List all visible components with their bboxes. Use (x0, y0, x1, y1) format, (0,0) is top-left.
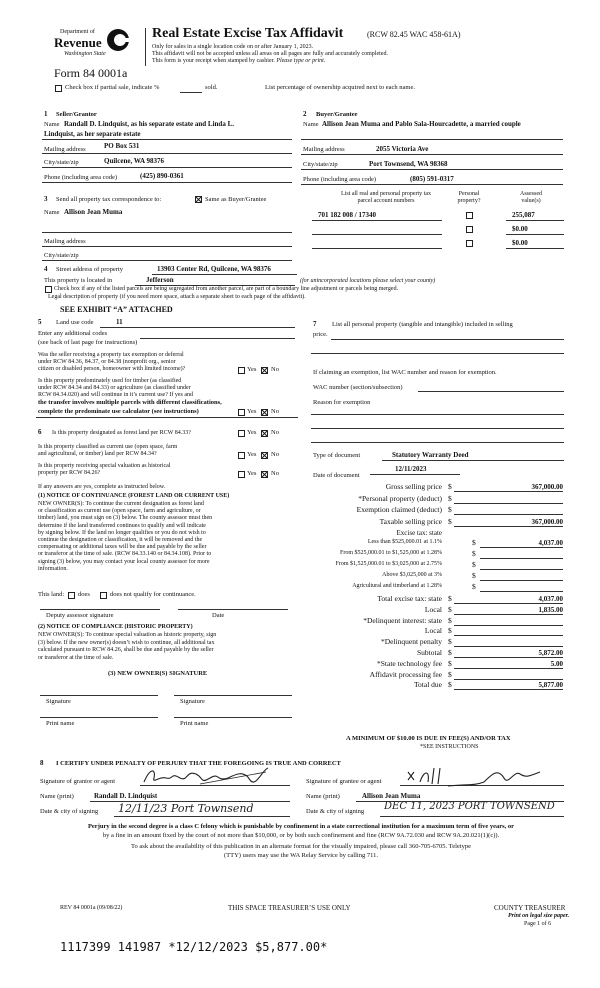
county-treasurer: COUNTY TREASURER (494, 904, 566, 912)
tax-total-row-2-label: *Delinquent interest: state (363, 615, 442, 625)
land-does-not-checkbox[interactable] (100, 592, 107, 599)
header-note-1: Only for sales in a single location code on or after January 1, 2023. (152, 44, 314, 50)
street-value: 13903 Center Rd, Quilcene, WA 98376 (157, 265, 271, 273)
landuse-q1-no-label: No (271, 366, 279, 373)
tax-row-2-label: Exemption claimed (deduct) (356, 505, 442, 514)
forest-q3-no-checkbox[interactable] (261, 471, 268, 478)
reason-line-3 (311, 442, 564, 443)
n1body-line: timber) land, you must sign on (3) below. The county assessor must then (38, 515, 213, 522)
landuse-q2-line-4: the transfer involves multiple parcels with different classifications, (38, 399, 222, 406)
n2body-line: or transferor at the time of sale. (38, 654, 114, 661)
same-as-buyer-label: Same as Buyer/Grantee (205, 196, 267, 203)
tax-total-row-6-currency: $ (448, 658, 452, 668)
parcel-value-2: $0.00 (512, 225, 528, 233)
n1body-line: continue the designation or classification, it will be removed and the (38, 537, 203, 543)
grantor-name-value: Randall D. Lindquist (94, 792, 158, 800)
landuse-q2-line-2: under RCW 84.34 and 84.33) or agriculture (as classified under (38, 385, 191, 391)
forest-q1: Is this property designated as forest land per RCW 84.33? (52, 430, 191, 436)
tax-row-1-currency: $ (448, 493, 452, 503)
doc-date-underline (370, 474, 460, 475)
grantee-name-label: Name (print) (306, 793, 340, 800)
correspondence-mail-underline (42, 246, 292, 247)
forest-q3-yes-checkbox[interactable] (238, 471, 245, 478)
buyer-name-value: Allison Jean Muma and Pablo Sala-Hourcadette, a married couple (322, 120, 521, 128)
tax-total-row-3-currency: $ (448, 626, 452, 636)
deputy-date-line (178, 609, 288, 610)
legal-paper-note: Print on legal size paper. (508, 913, 570, 919)
segregated-label: Check box if any of the listed parcels are being segregated from another parcel, are part of a boundary line adjustment or parcels being merged. (54, 286, 399, 292)
partial-sold-label: sold. (205, 84, 218, 91)
buyer-city-label: City/state/zip (303, 161, 338, 168)
parcel-value-2-underline (506, 234, 564, 235)
same-as-buyer-checkbox[interactable] (195, 196, 202, 203)
tax-tier-0-value: 4,037.00 (538, 539, 563, 547)
forest-q1-yes-checkbox[interactable] (238, 430, 245, 437)
tax-tier-2-label: From $1,525,000.01 to $3,025,000 at 2.75% (335, 561, 442, 567)
parcel-value-3: $0.00 (512, 239, 528, 247)
tax-tier-0-label: Less than $525,000.01 at 1.1% (367, 539, 442, 545)
header-divider (145, 28, 146, 66)
tax-tier-1-line (480, 558, 563, 559)
land-does-checkbox[interactable] (68, 592, 75, 599)
tax-tier-3-label: Above $3,025,000 at 3% (382, 572, 442, 578)
tax-total-row-5-currency: $ (448, 648, 452, 657)
header-note-3 (152, 58, 325, 65)
section-1-number: 1 (44, 110, 48, 118)
buyer-phone-label: Phone (including area code) (303, 176, 377, 183)
alt-format-notice-2: (TTY) users may use the WA Relay Service by calling 711. (224, 852, 378, 859)
street-underline (152, 274, 297, 275)
seller-mail-value: PO Box 531 (104, 142, 140, 150)
tax-tier-2-currency: $ (472, 560, 476, 569)
parcel-header-3: Assessed (520, 191, 542, 197)
forest-q2-no-checkbox[interactable] (261, 452, 268, 459)
n1body-line: by signing below. If the land no longer qualifies or you do not wish to (38, 529, 206, 536)
parcel-row-1-underline (312, 220, 442, 221)
tax-total-row-5-label: Subtotal (416, 648, 442, 657)
header-note-3-text: This form is your receipt when stamped by cashier. (152, 58, 275, 64)
seller-phone-label: Phone (including area code) (44, 174, 118, 181)
parcel-header-2b: property? (457, 198, 481, 204)
correspondence-label: Send all property tax correspondence to: (56, 196, 162, 203)
section-5-divider (36, 417, 298, 418)
land-does-label: does (78, 591, 90, 598)
personal-property-label-2: price. (313, 331, 328, 338)
seller-city-underline (42, 167, 292, 168)
certify-statement: I CERTIFY UNDER PENALTY OF PERJURY THAT THE FOREGOING IS TRUE AND CORRECT (56, 760, 341, 767)
form-title: Real Estate Excise Tax Affidavit (152, 26, 344, 41)
notice-2-heading: (2) NOTICE OF COMPLIANCE (HISTORIC PROPERTY) (38, 624, 193, 630)
seller-name-line-1: Randall D. Lindquist, as his separate estate and Linda L. (64, 120, 234, 128)
landuse-q1-line-2: under RCW 84.36, 84.37, or 84.38 (nonprofit org., senior (38, 359, 176, 365)
alt-format-notice-1: To ask about the availability of this publication in an alternate format for the visually impaired, please call 360-705-6705. Teletype (131, 843, 471, 850)
tax-tier-0-line (480, 547, 563, 548)
tax-total-row-7-currency: $ (448, 669, 452, 679)
tax-tier-3-currency: $ (472, 571, 476, 580)
tax-row-0-currency: $ (448, 482, 452, 491)
buyer-city-value: Port Townsend, WA 98368 (369, 160, 448, 168)
notice-3-heading: (3) NEW OWNER(S) SIGNATURE (108, 670, 208, 677)
tax-total-row-0-label: Total excise tax: state (377, 594, 442, 603)
parcel-1-personal-checkbox[interactable] (466, 212, 473, 219)
tax-total-row-8-value: 5,877.00 (538, 681, 563, 690)
wa-logo-icon (106, 28, 130, 52)
correspondence-mail-label: Mailing address (44, 238, 86, 245)
deputy-signature-label: Deputy assessor signature (46, 612, 114, 619)
personal-line-1 (331, 339, 564, 340)
form-citation: (RCW 82.45 WAC 458-61A) (367, 30, 461, 39)
tax-row-3-value: 367,000.00 (531, 517, 563, 526)
deputy-date-label: Date (212, 612, 225, 619)
tax-tier-4-currency: $ (472, 582, 476, 591)
correspondence-name-label: Name (44, 209, 60, 216)
n1body-line: compensating or additional taxes will be due and payable by the seller (38, 544, 207, 551)
seller-mail-label: Mailing address (44, 146, 86, 153)
section-5-number: 5 (38, 318, 42, 326)
tax-total-row-6-line (454, 668, 563, 669)
buyer-city-underline (301, 169, 563, 170)
this-land-label: This land: (38, 591, 65, 598)
tax-total-row-7-line (454, 679, 563, 680)
landuse-q1-line-3: citizen or disabled person, homeowner with limited income)? (38, 366, 186, 372)
seller-phone-underline (42, 182, 292, 183)
located-label: This property is located in (44, 277, 113, 284)
form-revision: REV 84 0001a (09/08/22) (60, 905, 123, 911)
buyer-heading: Buyer/Grantee (316, 111, 358, 118)
reason-line-1 (311, 414, 564, 415)
partial-percent-field[interactable] (180, 92, 202, 93)
grantor-date-label: Date & city of signing (40, 808, 99, 815)
exhibit-text: SEE EXHIBIT “A” ATTACHED (60, 305, 173, 314)
landuse-label: Land use code (56, 319, 94, 326)
tax-total-row-6-value: 5.00 (550, 659, 563, 668)
seller-name-line-2: Lindquist, as her separate estate (44, 130, 141, 138)
seller-city-value: Quilcene, WA 98376 (104, 157, 164, 165)
parcel-header-3b: value(s) (521, 198, 541, 204)
segregated-checkbox[interactable] (45, 286, 52, 293)
section-7-number: 7 (313, 320, 317, 328)
treasurer-use-only: THIS SPACE TREASURER’S USE ONLY (228, 904, 351, 912)
ownership-note: List percentage of ownership acquired next to each name. (265, 84, 415, 91)
correspondence-city-underline (42, 260, 292, 261)
landuse-code: 11 (116, 318, 123, 326)
correspondence-name-value: Allison Jean Muma (64, 208, 123, 216)
section-4-number: 4 (44, 265, 48, 273)
legal-description-label: Legal description of property (if you need more space, attach a separate sheet to each page of the affidavit). (48, 294, 306, 300)
excise-state-label: Excise tax: state (396, 529, 442, 537)
tax-total-row-3-line (454, 635, 563, 636)
buyer-mail-value: 2055 Victoria Ave (376, 145, 429, 153)
parcel-header-1b: parcel account numbers (357, 198, 415, 204)
forest-q1-yes-label: Yes (247, 429, 257, 436)
landuse-underline (100, 327, 295, 328)
buyer-name-underline (301, 139, 563, 140)
landuse-q2-yes-checkbox[interactable] (238, 409, 245, 416)
tax-total-row-4-label: *Delinquent penalty (380, 637, 442, 647)
landuse-q1-yes-checkbox[interactable] (238, 367, 245, 374)
tax-tier-0-currency: $ (472, 538, 476, 547)
seller-name-label: Name (44, 121, 60, 128)
notice-1-heading: (1) NOTICE OF CONTINUANCE (FOREST LAND OR CURRENT USE) (38, 493, 230, 499)
parcel-value-1-underline (506, 220, 564, 221)
tax-total-row-0-value: 4,037.00 (538, 595, 563, 603)
logo-revenue-text: Revenue (54, 35, 102, 50)
grantee-date-label: Date & city of signing (306, 808, 365, 815)
doc-date-label: Date of document (313, 472, 360, 479)
seller-name-underline (42, 139, 292, 140)
forest-q2-yes-label: Yes (247, 451, 257, 458)
street-label: Street address of property (56, 266, 123, 273)
correspondence-name-underline (42, 232, 292, 233)
forest-q2-line-2: and agricultural, or timber) land per RCW 84.34? (38, 451, 157, 457)
parcel-row-2-underline (312, 234, 442, 235)
section-2-number: 2 (303, 110, 307, 118)
logo-state-text: Washington State (64, 51, 106, 57)
tax-row-3-currency: $ (448, 516, 452, 526)
landuse-q2-line-3: RCW 84.34.020) and will continue in it’s current use? If yes and (38, 392, 194, 398)
tax-total-row-3-label: Local (424, 626, 442, 636)
perjury-notice-1 (34, 823, 568, 831)
forest-q2-no-label: No (271, 451, 279, 458)
tax-total-row-4-line (454, 646, 563, 647)
tax-row-2-currency: $ (448, 505, 452, 514)
tax-total-row-1-currency: $ (448, 604, 452, 614)
tax-tier-4-label: Agricultural and timberland at 1.28% (352, 583, 442, 589)
forest-q3-line-2: property per RCW 84.26? (38, 470, 101, 476)
personal-property-label: List all personal property (tangible and intangible) included in selling (332, 321, 513, 328)
n1body-line: NEW OWNER(S): To continue the current designation as forest land (38, 501, 204, 507)
personal-line-2 (311, 353, 564, 354)
landuse-q2-line-5: complete the predominate use calculator (see instructions) (38, 408, 199, 415)
n1body-line: signing (3) below, you may contact your local county assessor for more (38, 558, 210, 565)
tax-total-row-8-label: Total due (413, 680, 442, 690)
deputy-sig-line (40, 609, 160, 610)
perjury-notice-1-text: Perjury in the second degree is a class C felony which is punishable by confinement in a state correctional institution for a maximum term of five years, or (87, 823, 515, 830)
n1body-line: information. (38, 565, 68, 572)
partial-sale-checkbox[interactable] (55, 85, 62, 92)
tax-total-row-2-line (454, 625, 563, 626)
tax-total-row-8-line (454, 689, 563, 690)
seller-phone-value: (425) 890-0361 (140, 172, 184, 180)
seller-city-label: City/state/zip (44, 159, 79, 166)
correspondence-city-label: City/state/zip (44, 252, 79, 259)
n1body-line: determine if the land transferred continues to qualify and will indicate (38, 522, 206, 529)
landuse-q1-line-1: Was the seller receiving a property tax exemption or deferral (38, 352, 184, 358)
tax-total-row-2-currency: $ (448, 615, 452, 625)
additional-codes-note: (see back of last page for instructions) (38, 339, 138, 346)
form-number: Form 84 0001a (54, 66, 128, 80)
doc-date-value: 12/11/2023 (395, 465, 427, 473)
logo-dept-text: Department of (60, 29, 95, 35)
wac-line (418, 391, 564, 392)
tax-total-row-7-label: Affidavit processing fee (369, 669, 442, 679)
doc-type-underline (382, 460, 564, 461)
tax-tier-1-currency: $ (472, 549, 476, 558)
n2body-line: (3) below. If the new owner(s) doesn’t wish to continue, all additional tax (38, 639, 215, 646)
exemption-reason-label: Reason for exemption (313, 399, 371, 406)
landuse-q2-yes-label: Yes (247, 408, 257, 415)
buyer-name-label: Name (303, 121, 319, 128)
owner-sig-1-line (40, 695, 158, 696)
grantee-signature (404, 764, 544, 790)
tax-total-row-8-currency: $ (448, 680, 452, 690)
tax-total-row-6-label: *State technology fee (377, 658, 442, 668)
owner-sig-2-line (174, 695, 292, 696)
seller-heading: Seller/Grantor (56, 111, 97, 118)
buyer-mail-label: Mailing address (303, 146, 345, 153)
partial-sale-label: Check box if partial sale, indicate % (65, 84, 160, 91)
exemption-label: If claiming an exemption, list WAC number and reason for exemption. (313, 369, 497, 376)
owner-print-2-line (174, 717, 292, 718)
grantor-name-label: Name (print) (40, 793, 74, 800)
tax-tier-2-line (480, 569, 563, 570)
buyer-phone-value: (805) 591-0317 (410, 175, 454, 183)
tax-row-0-label: Gross selling price (385, 482, 442, 491)
forest-if-any: If any answers are yes, complete as instructed below. (38, 484, 166, 490)
tax-total-row-5-value: 5,872.00 (538, 649, 563, 657)
buyer-mail-underline (301, 154, 563, 155)
tax-total-row-1-line (454, 614, 563, 615)
parcel-row-3-underline (312, 248, 442, 249)
tax-row-2-line (454, 514, 563, 515)
landuse-q2-line-1: Is this property predominately used for timber (as classified (38, 378, 182, 384)
grantor-date-city: 12/11/23 Port Townsend (118, 802, 254, 815)
tax-total-row-0-line (454, 603, 563, 604)
parcel-number-1: 701 182 008 / 17340 (318, 211, 376, 219)
minimum-due-note: A MINIMUM OF $10.00 IS DUE IN FEE(S) AND/OR TAX (346, 735, 511, 742)
additional-codes-underline (140, 338, 295, 339)
grantor-sig-label: Signature of grantor or agent (40, 778, 116, 785)
n2body-line: NEW OWNER(S): To continue special valuation as historic property, sign (38, 632, 217, 638)
parcel-header-2: Personal (458, 191, 480, 197)
see-instructions: *SEE INSTRUCTIONS (420, 744, 479, 750)
additional-codes-label: Enter any additional codes (38, 330, 108, 337)
owner-print-2-label: Print name (180, 720, 209, 727)
tax-tier-1-label: From $525,000.01 to $1,525,000 at 1.28% (340, 550, 442, 556)
forest-q3-line-1: Is this property receiving special valuation as historical (38, 463, 171, 469)
forest-q2-yes-checkbox[interactable] (238, 452, 245, 459)
tax-row-1-line (454, 503, 563, 504)
tax-total-row-4-currency: $ (448, 637, 452, 647)
reason-line-2 (311, 428, 564, 429)
n2body-line: calculated pursuant to RCW 84.26, shall be due and payable by the seller (38, 647, 214, 653)
perjury-notice-2: by a fine in an amount fixed by the court of not more than $10,000, or by both such confinement and fine (RCW 9A.72.030 and RCW 9A.20.021(1)(c)). (102, 832, 500, 839)
tax-row-3-line (454, 526, 563, 527)
tax-row-0-line (454, 491, 563, 492)
section-6-number: 6 (38, 428, 42, 436)
grantee-sig-label: Signature of grantee or agent (306, 778, 382, 785)
tax-total-row-5-line (454, 657, 563, 658)
tax-total-row-0-currency: $ (448, 594, 452, 603)
buyer-phone-underline (301, 184, 563, 185)
parcel-header-1: List all real and personal property tax (341, 191, 431, 197)
forest-q3-yes-label: Yes (247, 470, 257, 477)
wac-label: WAC number (section/subsection) (313, 384, 403, 391)
grantor-signature (140, 764, 275, 790)
grantee-name-value: Allison Jean Muma (362, 792, 421, 800)
owner-print-1-line (40, 717, 158, 718)
land-does-not-label: does not qualify for continuance. (110, 591, 196, 598)
forest-q1-no-label: No (271, 429, 279, 436)
parcel-value-1: 255,087 (512, 211, 535, 219)
located-value: Jefferson (146, 276, 174, 284)
landuse-q2-no-label: No (271, 408, 279, 415)
section-8-number: 8 (40, 759, 44, 767)
cashier-receipt-stamp: 1117399 141987 *12/12/2023 $5,877.00* (60, 940, 328, 954)
grantee-date-city: DEC 11, 2023 PORT TOWNSEND (384, 801, 555, 812)
owner-signature-1-label: Signature (46, 698, 71, 705)
grantee-date-underline (380, 816, 564, 817)
tax-row-0-value: 367,000.00 (531, 483, 563, 491)
located-note: (for unincorporated locations please select your county) (300, 278, 436, 284)
seller-mail-underline (42, 153, 292, 154)
parcel-3-personal-checkbox[interactable] (466, 240, 473, 247)
tax-row-1-label: *Personal property (deduct) (358, 493, 442, 503)
owner-signature-2-label: Signature (180, 698, 205, 705)
doc-type-label: Type of document (313, 452, 361, 459)
landuse-q1-yes-label: Yes (247, 366, 257, 373)
section-3-number: 3 (44, 195, 48, 203)
forest-q2-line-1: Is this property classified as current use (open space, farm (38, 444, 178, 450)
n1body-line: or transferor at the time of sale. (RCW 84.33.140 or 84.34.108). Prior to (38, 551, 212, 558)
tax-total-row-1-label: Local (424, 604, 442, 614)
landuse-q2-no-checkbox[interactable] (261, 409, 268, 416)
header-note-3b: Please type or print. (276, 58, 326, 64)
tax-tier-3-line (480, 580, 563, 581)
parcel-value-3-underline (506, 248, 564, 249)
page-number: Page 1 of 6 (524, 921, 552, 927)
landuse-q1-no-checkbox[interactable] (261, 367, 268, 374)
parcel-2-personal-checkbox[interactable] (466, 226, 473, 233)
owner-print-1-label: Print name (46, 720, 75, 727)
forest-q3-no-label: No (271, 470, 279, 477)
tax-row-3-label: Taxable selling price (379, 516, 442, 526)
doc-type-value: Statutory Warranty Deed (392, 451, 469, 459)
forest-q1-no-checkbox[interactable] (261, 430, 268, 437)
tax-total-row-1-value: 1,835.00 (538, 605, 563, 614)
n1body-line: or classification as current use (open space, farm and agriculture, or (38, 508, 201, 515)
header-note-2: This affidavit will not be accepted unless all areas on all pages are fully and accurately completed. (152, 51, 388, 57)
tax-tier-4-line (480, 591, 563, 592)
grantor-date-underline (114, 816, 290, 817)
